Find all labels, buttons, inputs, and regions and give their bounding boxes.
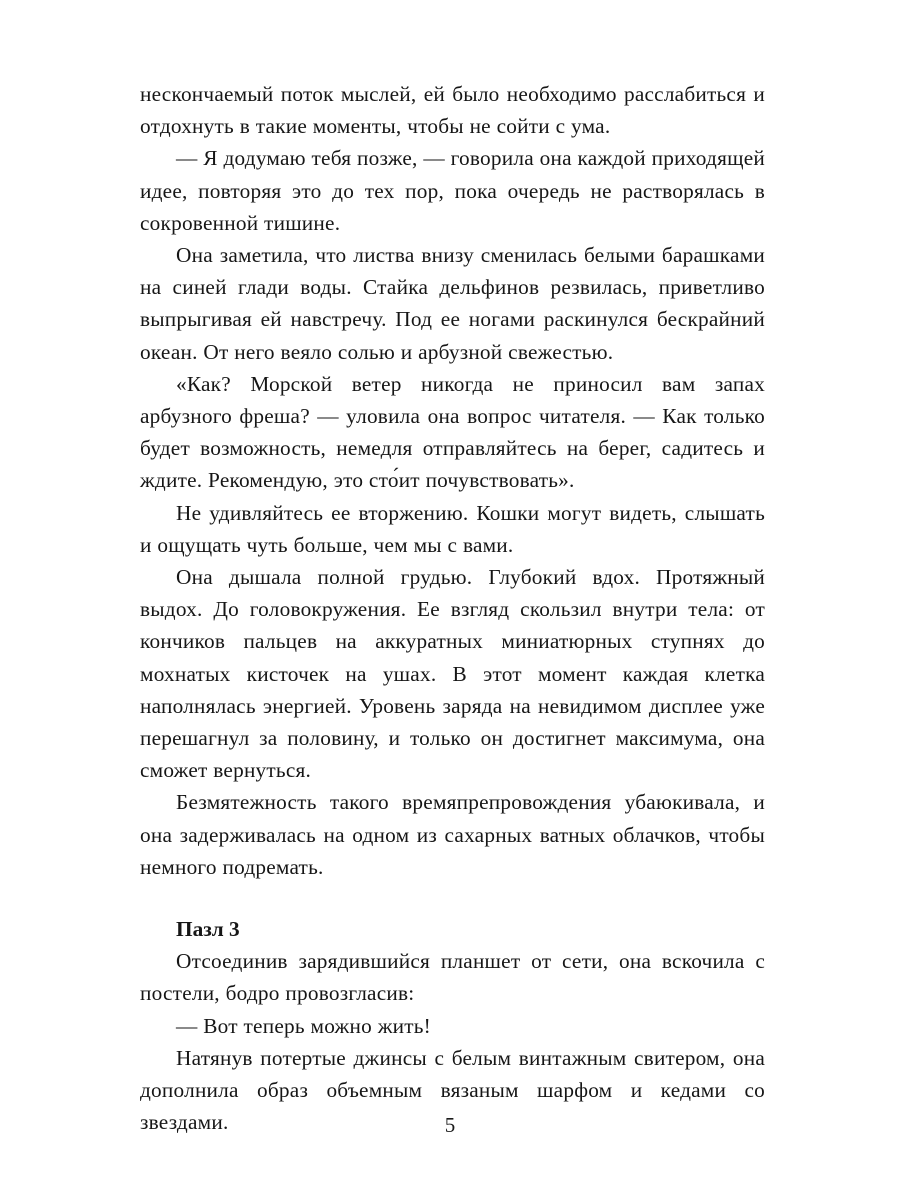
body-paragraph: Она дышала полной грудью. Глубокий вдох. Протяжный выдох. До головокружения. Ее взгляд скользил внутри тела: от кончиков пальцев на аккуратных миниатюрных ступнях до мохнатых кисточек на ушах. В этот момент каждая клетка наполнялась энергией. Уровень заряда на невидимом дисплее уже перешагнул за половину, и только он достигнет максимума, она сможет вернуться.	[140, 565, 765, 783]
body-paragraph: «Как? Морской ветер никогда не приносил вам запах арбузного фреша? — уловила она вопрос читателя. — Как только будет возможность, немедля отправляйтесь на берег, садитесь и ждите. Рекомендую, это сто́ит почувствовать».	[140, 371, 765, 493]
body-paragraph: — Я додумаю тебя позже, — говорила она каждой приходящей идее, повторяя это до тех пор, пока очередь не растворялась в сокровенной тишине.	[140, 146, 765, 235]
body-paragraph: Натянув потертые джинсы с белым винтажным свитером, она дополнила образ объемным вязаным шарфом и кедами со звездами.	[140, 1045, 765, 1135]
section-heading: Пазл 3	[176, 917, 240, 942]
page-number: 5	[444, 1113, 456, 1137]
dialogue-paragraph: — Вот теперь можно жить!	[176, 1013, 431, 1038]
body-paragraph: нескончаемый поток мыслей, ей было необходимо расслабиться и отдохнуть в такие моменты, чтобы не сойти с ума.	[140, 82, 765, 139]
body-paragraph: Не удивляйтесь ее вторжению. Кошки могут видеть, слышать и ощущать чуть больше, чем мы с вами.	[140, 500, 765, 557]
text-column	[140, 78, 765, 1139]
body-paragraph: Отсоединив зарядившийся планшет от сети, она вскочила с постели, бодро провозгласив:	[140, 949, 765, 1006]
body-paragraph: Она заметила, что листва внизу сменилась белыми барашками на синей глади воды. Стайка дельфинов резвилась, приветливо выпрыгивая ей навстречу. Под ее ногами раскинулся бескрайний океан. От него веяло солью и арбузной свежестью.	[140, 243, 765, 364]
body-paragraph: Безмятежность такого времяпрепровождения убаюкивала, и она задерживалась на одном из сахарных ватных облачков, чтобы немного подремать.	[140, 790, 765, 879]
